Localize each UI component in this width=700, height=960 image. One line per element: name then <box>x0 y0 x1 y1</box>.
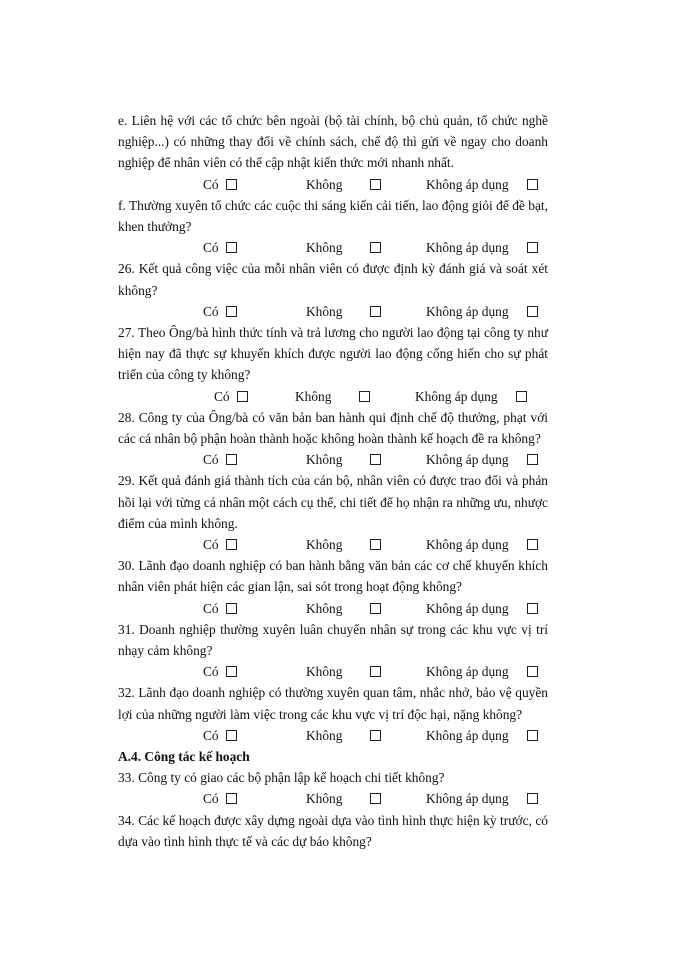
checkbox[interactable] <box>226 539 237 550</box>
answer-row-32 <box>118 725 548 746</box>
checkbox[interactable] <box>370 454 381 465</box>
option-na[interactable]: Không áp dụng <box>426 449 538 470</box>
checkbox[interactable] <box>370 539 381 550</box>
option-no[interactable]: Không <box>306 534 381 555</box>
checkbox[interactable] <box>527 454 538 465</box>
checkbox[interactable] <box>226 454 237 465</box>
answer-row-26 <box>118 301 548 322</box>
answer-row-27 <box>118 386 548 407</box>
question-28: 28. Công ty của Ông/bà có văn bản ban hành qui định chế độ thưởng, phạt với các cá nhân bộ phận hoàn thành hoặc không hoàn thành kế hoạch đề ra không? <box>118 409 548 446</box>
question-33: 33. Công ty có giao các bộ phận lập kế hoạch chi tiết không? <box>118 770 445 786</box>
checkbox[interactable] <box>226 603 237 614</box>
question-30: 30. Lãnh đạo doanh nghiệp có ban hành bằng văn bản các cơ chế khuyến khích nhân viên phát hiện các gian lận, sai sót trong hoạt động không? <box>118 558 548 595</box>
checkbox[interactable] <box>370 603 381 614</box>
option-yes[interactable]: Có <box>203 725 237 746</box>
section-heading-a4: A.4. Công tác kế hoạch <box>118 748 250 764</box>
question-27: 27. Theo Ông/bà hình thức tính và trả lương cho người lao động tại công ty như hiện nay đã thực sự khuyến khích được người lao động cống hiến cho sự phát triển của công ty không? <box>118 324 548 383</box>
checkbox[interactable] <box>516 391 527 402</box>
checkbox[interactable] <box>527 242 538 253</box>
checkbox[interactable] <box>527 793 538 804</box>
option-na[interactable]: Không áp dụng <box>426 661 538 682</box>
question-32: 32. Lãnh đạo doanh nghiệp có thường xuyên quan tâm, nhắc nhở, bảo vệ quyền lợi của những người làm việc trong các khu vực vị trí độc hại, nặng không? <box>118 685 548 722</box>
option-na[interactable]: Không áp dụng <box>426 598 538 619</box>
option-yes[interactable]: Có <box>203 598 237 619</box>
checkbox[interactable] <box>527 539 538 550</box>
checkbox[interactable] <box>370 666 381 677</box>
option-no[interactable]: Không <box>306 301 381 322</box>
option-na[interactable]: Không áp dụng <box>415 386 527 407</box>
checkbox[interactable] <box>237 391 248 402</box>
option-na[interactable]: Không áp dụng <box>426 301 538 322</box>
answer-row-30 <box>118 598 548 619</box>
option-no[interactable]: Không <box>295 386 370 407</box>
checkbox[interactable] <box>370 793 381 804</box>
answer-row-33 <box>118 788 548 809</box>
checkbox[interactable] <box>527 179 538 190</box>
question-e: e. Liên hệ với các tổ chức bên ngoài (bộ tài chính, bộ chủ quản, tổ chức nghề nghiệp...) có những thay đổi về chính sách, chế độ thì gửi về ngay cho doanh nghiệp để nhân viên có thể cập nhật kiến thức mới nhanh nhất. <box>118 113 548 171</box>
option-no[interactable]: Không <box>306 449 381 470</box>
answer-row-29 <box>118 534 548 555</box>
checkbox[interactable] <box>226 306 237 317</box>
question-31: 31. Doanh nghiệp thường xuyên luân chuyển nhân sự trong các khu vực vị trí nhạy cảm không? <box>118 621 548 658</box>
checkbox[interactable] <box>226 179 237 190</box>
checkbox[interactable] <box>226 730 237 741</box>
option-na[interactable]: Không áp dụng <box>426 788 538 809</box>
checkbox[interactable] <box>226 242 237 253</box>
checkbox[interactable] <box>527 730 538 741</box>
question-29: 29. Kết quả đánh giá thành tích của cán bộ, nhân viên có được trao đổi và phản hồi lại với từng cá nhân một cách cụ thể, chi tiết để họ nhận ra những ưu, nhược điểm của mình không. <box>118 473 548 531</box>
option-yes[interactable]: Có <box>203 449 237 470</box>
checkbox[interactable] <box>226 666 237 677</box>
option-na[interactable]: Không áp dụng <box>426 237 538 258</box>
checkbox[interactable] <box>226 793 237 804</box>
question-34: 34. Các kế hoạch được xây dựng ngoài dựa vào tình hình thực hiện kỳ trước, có dựa vào tình hình thực tế và các dự báo không? <box>118 812 548 849</box>
answer-row-28 <box>118 449 548 470</box>
option-yes[interactable]: Có <box>203 301 237 322</box>
checkbox[interactable] <box>370 242 381 253</box>
option-no[interactable]: Không <box>306 788 381 809</box>
option-yes[interactable]: Có <box>203 534 237 555</box>
question-f: f. Thường xuyên tổ chức các cuộc thi sáng kiến cải tiến, lao động giỏi để đề bạt, khen thưởng? <box>118 197 548 234</box>
option-yes[interactable]: Có <box>203 237 237 258</box>
option-no[interactable]: Không <box>306 237 381 258</box>
checkbox[interactable] <box>527 666 538 677</box>
option-no[interactable]: Không <box>306 174 381 195</box>
option-yes[interactable]: Có <box>203 788 237 809</box>
answer-row-31 <box>118 661 548 682</box>
checkbox[interactable] <box>370 306 381 317</box>
checkbox[interactable] <box>527 306 538 317</box>
option-no[interactable]: Không <box>306 725 381 746</box>
option-yes[interactable]: Có <box>203 661 237 682</box>
option-na[interactable]: Không áp dụng <box>426 725 538 746</box>
option-yes[interactable]: Có <box>203 174 237 195</box>
option-na[interactable]: Không áp dụng <box>426 174 538 195</box>
option-yes[interactable]: Có <box>214 386 248 407</box>
checkbox[interactable] <box>527 603 538 614</box>
checkbox[interactable] <box>370 730 381 741</box>
checkbox[interactable] <box>370 179 381 190</box>
question-26: 26. Kết quả công việc của mỗi nhân viên có được định kỳ đánh giá và soát xét không? <box>118 261 548 298</box>
answer-row-e <box>118 174 548 195</box>
document-page <box>118 110 548 852</box>
option-no[interactable]: Không <box>306 598 381 619</box>
checkbox[interactable] <box>359 391 370 402</box>
option-no[interactable]: Không <box>306 661 381 682</box>
answer-row-f <box>118 237 548 258</box>
option-na[interactable]: Không áp dụng <box>426 534 538 555</box>
